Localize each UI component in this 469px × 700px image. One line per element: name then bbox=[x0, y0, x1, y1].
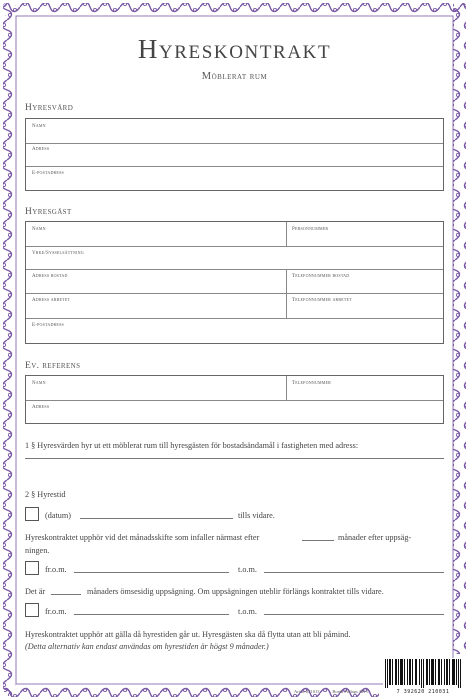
option-fixed-1-checkbox[interactable] bbox=[25, 561, 39, 575]
field-label-adress: Adress bbox=[32, 147, 50, 152]
option-2-text-a: Hyreskontraktet upphör vid det månadsskifte som infaller närmast efter bbox=[25, 533, 260, 542]
tills-vidare-label: tills vidare. bbox=[238, 511, 275, 520]
field-label-yrke: Yrke/Sysselsättning bbox=[32, 251, 84, 256]
hyresgast-box bbox=[25, 221, 444, 344]
field-label-namn: Namn bbox=[32, 124, 46, 129]
from-label: fr.o.m. bbox=[45, 565, 67, 574]
referens-box bbox=[25, 375, 444, 424]
option-2-text-c: ningen. bbox=[25, 546, 50, 555]
field-label-namn: Namn bbox=[32, 381, 46, 386]
section-title-referens: Ev. referens bbox=[25, 361, 81, 371]
publisher-credit: – Bonia Förlags AB © bbox=[329, 689, 370, 694]
months-line[interactable] bbox=[302, 540, 334, 541]
clause-2-title: 2 § Hyrestid bbox=[25, 490, 66, 499]
notice-months-line[interactable] bbox=[51, 594, 81, 595]
option-fixed-2-checkbox[interactable] bbox=[25, 603, 39, 617]
field-label-personnummer: Personnummer bbox=[292, 227, 329, 232]
hyresvard-box bbox=[25, 118, 444, 191]
ending-text: Hyreskontraktet upphör att gälla då hyrestiden går ut. Hyresgästen ska då flytta utan att bli påmind. bbox=[25, 630, 351, 639]
section-title-hyresgast: Hyresgäst bbox=[25, 207, 72, 217]
det-ar-label: Det är bbox=[25, 587, 46, 596]
field-label-telefon-arbetet: Telefonnummer arbetet bbox=[292, 298, 352, 303]
option-2-text-b: månader efter uppsäg- bbox=[338, 533, 412, 542]
field-label-adress-arbetet: Adress arbetet bbox=[32, 298, 71, 303]
barcode-number: 7 392620 210031 bbox=[396, 689, 450, 695]
option-tills-vidare-checkbox[interactable] bbox=[25, 507, 39, 521]
tom-label: t.o.m. bbox=[238, 607, 257, 616]
field-label-telefon: Telefonnummer bbox=[292, 381, 331, 386]
field-label-namn: Namn bbox=[32, 227, 46, 232]
option-3-text: månaders ömsesidig uppsägning. Om uppsägningen uteblir förlängs kontraktet tills vidare. bbox=[87, 587, 384, 596]
field-label-adress-bostad: Adress bostad bbox=[32, 274, 68, 279]
from-date-line[interactable] bbox=[74, 572, 229, 573]
address-line[interactable] bbox=[25, 458, 444, 459]
field-label-telefon-bostad: Telefonnummer bostad bbox=[292, 274, 350, 279]
field-label-epost: E-postadress bbox=[32, 323, 64, 328]
document-title: Hyreskontrakt bbox=[137, 34, 332, 64]
datum-line[interactable] bbox=[80, 518, 233, 519]
field-label-epost: E-postadress bbox=[32, 171, 64, 176]
datum-label: (datum) bbox=[45, 511, 71, 520]
document-subtitle: Möblerat rum bbox=[201, 71, 268, 82]
ending-note: (Detta alternativ kan endast användas om hyrestiden är högst 9 månader.) bbox=[25, 642, 269, 651]
section-title-hyresvard: Hyresvärd bbox=[25, 103, 74, 113]
tom-date-line[interactable] bbox=[264, 572, 444, 573]
clause-1-text: 1 § Hyresvärden hyr ut ett möblerat rum till hyresgästen för bostadsändamål i fastigheten med adress: bbox=[25, 441, 359, 450]
tom-label: t.o.m. bbox=[238, 565, 257, 574]
barcode bbox=[383, 658, 463, 688]
article-number: Art nr 221013 bbox=[294, 689, 320, 694]
field-label-adress: Adress bbox=[32, 405, 50, 410]
from-label: fr.o.m. bbox=[45, 607, 67, 616]
tom-date-line[interactable] bbox=[264, 614, 444, 615]
from-date-line[interactable] bbox=[74, 614, 229, 615]
